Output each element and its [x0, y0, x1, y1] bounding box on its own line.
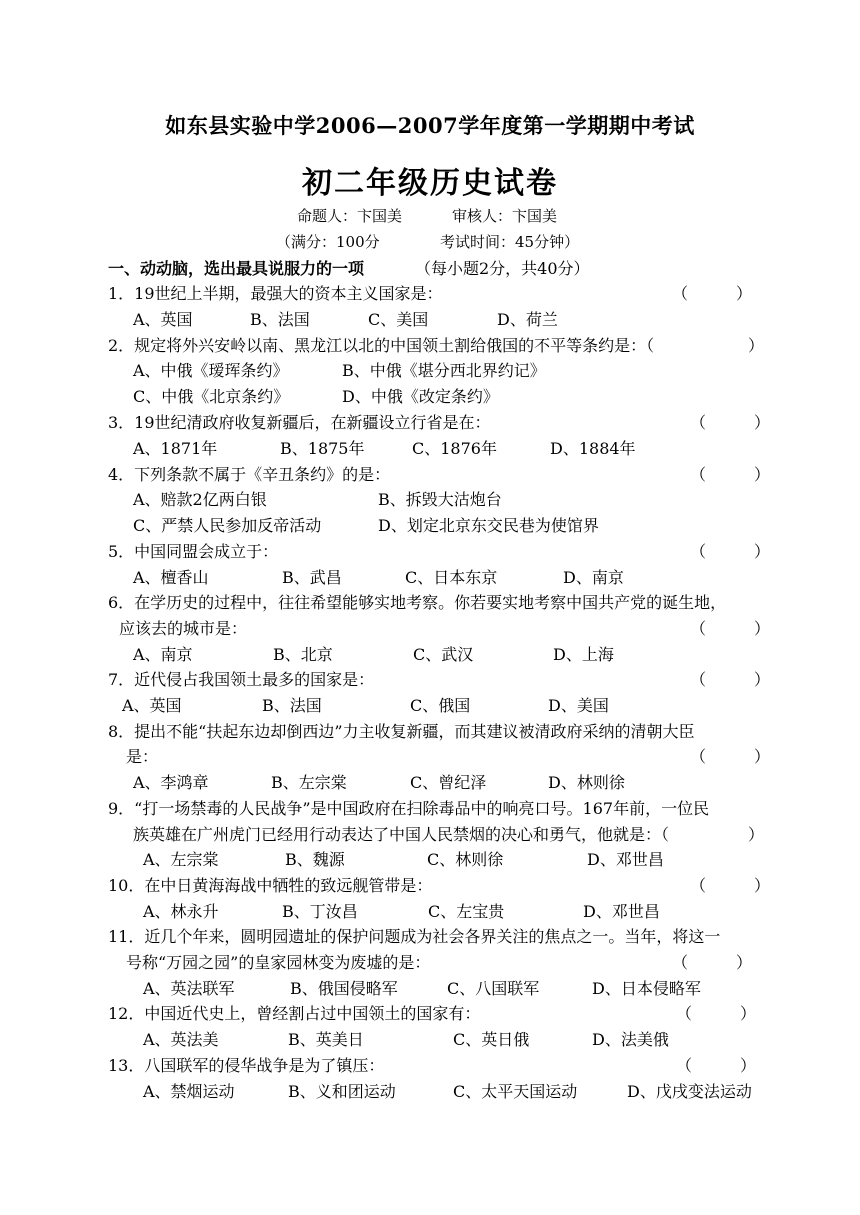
option-d: D、1884年 [550, 439, 636, 458]
question-6-stem-2 [0, 616, 860, 641]
option-b: B、英美日 [288, 1030, 364, 1049]
question-13-stem [0, 1053, 860, 1078]
option-b: B、法国 [262, 696, 322, 715]
option-d: D、荷兰 [497, 310, 558, 329]
answer-paren: （ ） [690, 413, 771, 432]
question-text: 1．19世纪上半期，最强大的资本主义国家是： [108, 284, 443, 303]
option-b: B、左宗棠 [271, 773, 347, 792]
question-9-options [0, 847, 860, 872]
option-d: D、上海 [553, 645, 614, 664]
question-2-options-2 [0, 384, 860, 409]
question-text: 13．八国联军的侵华战争是为了镇压： [108, 1056, 385, 1075]
option-a: A、林永升 [143, 902, 219, 921]
reviewer: 审核人：卞国美 [452, 207, 558, 225]
option-b: B、法国 [250, 310, 310, 329]
answer-paren: （ ） [676, 1056, 757, 1075]
question-8-stem-1 [0, 719, 860, 744]
question-10-stem [0, 873, 860, 898]
option-a: A、英国 [133, 310, 193, 329]
question-12-options [0, 1027, 860, 1052]
answer-paren: （ ） [690, 670, 771, 689]
answer-paren: （ ） [690, 465, 771, 484]
question-1-stem [0, 281, 860, 306]
option-a: A、赔款2亿两白银 [133, 490, 267, 509]
question-4-options-2 [0, 513, 860, 538]
paper-title: 初二年级历史试卷 [302, 166, 558, 201]
option-b: B、1875年 [280, 439, 365, 458]
question-text: 9．“打一场禁毒的人民战争”是中国政府在扫除毒品中的响亮口号。167年前，一位民 [108, 799, 710, 818]
option-a: A、中俄《瑷珲条约》 [133, 361, 289, 380]
question-6-stem-1 [0, 590, 860, 615]
question-3-options [0, 436, 860, 461]
answer-paren: （ ） [690, 747, 771, 766]
question-text: 11．近几个年来，圆明园遗址的保护问题成为社会各界关注的焦点之一。当年，将这一 [108, 927, 721, 946]
question-text: 是： [126, 747, 159, 766]
question-text: 4．下列条款不属于《辛丑条约》的是： [108, 465, 391, 484]
option-d: D、日本侵略军 [592, 979, 701, 998]
question-13-options [0, 1079, 860, 1104]
option-a: A、1871年 [133, 439, 218, 458]
exam-time: 考试时间：45分钟） [440, 233, 580, 251]
question-text: 2．规定将外兴安岭以南、黑龙江以北的中国领土割给俄国的不平等条约是：（ [108, 336, 655, 355]
question-text: 10．在中日黄海海战中牺牲的致远舰管带是： [108, 876, 433, 895]
option-a: A、李鸿章 [133, 773, 209, 792]
option-c: C、日本东京 [405, 568, 498, 587]
question-11-stem-1 [0, 924, 860, 949]
option-a: A、南京 [133, 645, 193, 664]
question-text: 7．近代侵占我国领土最多的国家是： [108, 670, 375, 689]
option-c: C、俄国 [410, 696, 471, 715]
school-title: 如东县实验中学2006—2007学年度第一学期期中考试 [165, 113, 695, 138]
option-a: A、左宗棠 [143, 850, 219, 869]
question-text: 12．中国近代史上，曾经割占过中国领土的国家有： [108, 1004, 481, 1023]
section-note: （每小题2分，共40分） [415, 259, 590, 278]
question-text: 3．19世纪清政府收复新疆后，在新疆设立行省是在： [108, 413, 491, 432]
option-d: D、中俄《改定条约》 [342, 387, 499, 406]
answer-paren: （ ） [672, 953, 753, 972]
option-b: B、中俄《堪分西北界约记》 [342, 361, 546, 380]
option-c: C、美国 [368, 310, 429, 329]
option-c: C、林则徐 [427, 850, 504, 869]
answer-paren-close: ） [748, 825, 765, 844]
question-12-stem [0, 1001, 860, 1026]
option-c: C、曾纪泽 [410, 773, 487, 792]
option-c: C、武汉 [413, 645, 474, 664]
question-7-stem [0, 667, 860, 692]
option-a: A、英法美 [143, 1030, 219, 1049]
question-2-options-1 [0, 358, 860, 383]
question-8-options [0, 770, 860, 795]
option-c: C、太平天国运动 [453, 1082, 578, 1101]
question-6-options [0, 642, 860, 667]
answer-paren: （ ） [690, 619, 771, 638]
section-heading: 一、动动脑，选出最具说服力的一项 [108, 259, 365, 278]
option-d: D、法美俄 [592, 1030, 669, 1049]
question-9-stem-2 [0, 822, 860, 847]
option-b: B、俄国侵略军 [290, 979, 398, 998]
question-4-options-1 [0, 487, 860, 512]
setter: 命题人：卞国美 [297, 207, 403, 225]
question-5-stem [0, 539, 860, 564]
question-text: 应该去的城市是： [119, 619, 248, 638]
option-b: B、北京 [273, 645, 333, 664]
question-3-stem [0, 410, 860, 435]
question-11-options [0, 976, 860, 1001]
question-9-stem-1 [0, 796, 860, 821]
answer-paren-close: ） [748, 336, 765, 355]
option-d: D、南京 [563, 568, 624, 587]
option-b: B、义和团运动 [288, 1082, 396, 1101]
option-d: D、林则徐 [548, 773, 625, 792]
option-d: D、戊戌变法运动 [627, 1082, 752, 1101]
option-d: D、美国 [548, 696, 609, 715]
question-7-options [0, 693, 860, 718]
question-5-options [0, 565, 860, 590]
question-10-options [0, 899, 860, 924]
question-text: 号称“万园之园”的皇家园林变为废墟的是： [126, 953, 431, 972]
question-4-stem [0, 462, 860, 487]
answer-paren: （ ） [690, 542, 771, 561]
question-11-stem-2 [0, 950, 860, 975]
option-b: B、拆毁大沽炮台 [378, 490, 502, 509]
option-a: A、檀香山 [133, 568, 209, 587]
question-text: 族英雄在广州虎门已经用行动表达了中国人民禁烟的决心和勇气，他就是：（ [133, 825, 670, 844]
option-a: A、英法联军 [143, 979, 235, 998]
question-text: 6．在学历史的过程中，往往希望能够实地考察。你若要实地考察中国共产党的诞生地， [108, 593, 727, 612]
option-c: C、1876年 [412, 439, 497, 458]
option-b: B、武昌 [282, 568, 342, 587]
option-c: C、中俄《北京条约》 [133, 387, 290, 406]
option-c: C、英日俄 [453, 1030, 530, 1049]
answer-paren: （ ） [676, 1004, 757, 1023]
question-text: 5．中国同盟会成立于： [108, 542, 279, 561]
option-c: C、左宝贵 [428, 902, 505, 921]
option-d: D、邓世昌 [583, 902, 660, 921]
option-b: B、魏源 [285, 850, 345, 869]
answer-paren: （ ） [690, 876, 771, 895]
option-b: B、丁汝昌 [282, 902, 358, 921]
option-a: A、英国 [122, 696, 182, 715]
question-text: 8．提出不能“扶起东边却倒西边”力主收复新疆，而其建议被清政府采纳的清朝大臣 [108, 722, 695, 741]
question-8-stem-2 [0, 744, 860, 769]
option-c: C、严禁人民参加反帝活动 [133, 516, 322, 535]
option-d: D、划定北京东交民巷为使馆界 [378, 516, 599, 535]
question-1-options [0, 307, 860, 332]
option-d: D、邓世昌 [587, 850, 664, 869]
question-2-stem [0, 333, 860, 358]
answer-paren: （ ） [672, 284, 753, 303]
option-a: A、禁烟运动 [143, 1082, 235, 1101]
option-c: C、八国联军 [447, 979, 540, 998]
full-score: （满分：100分 [276, 233, 380, 251]
section-heading-row [0, 256, 860, 281]
